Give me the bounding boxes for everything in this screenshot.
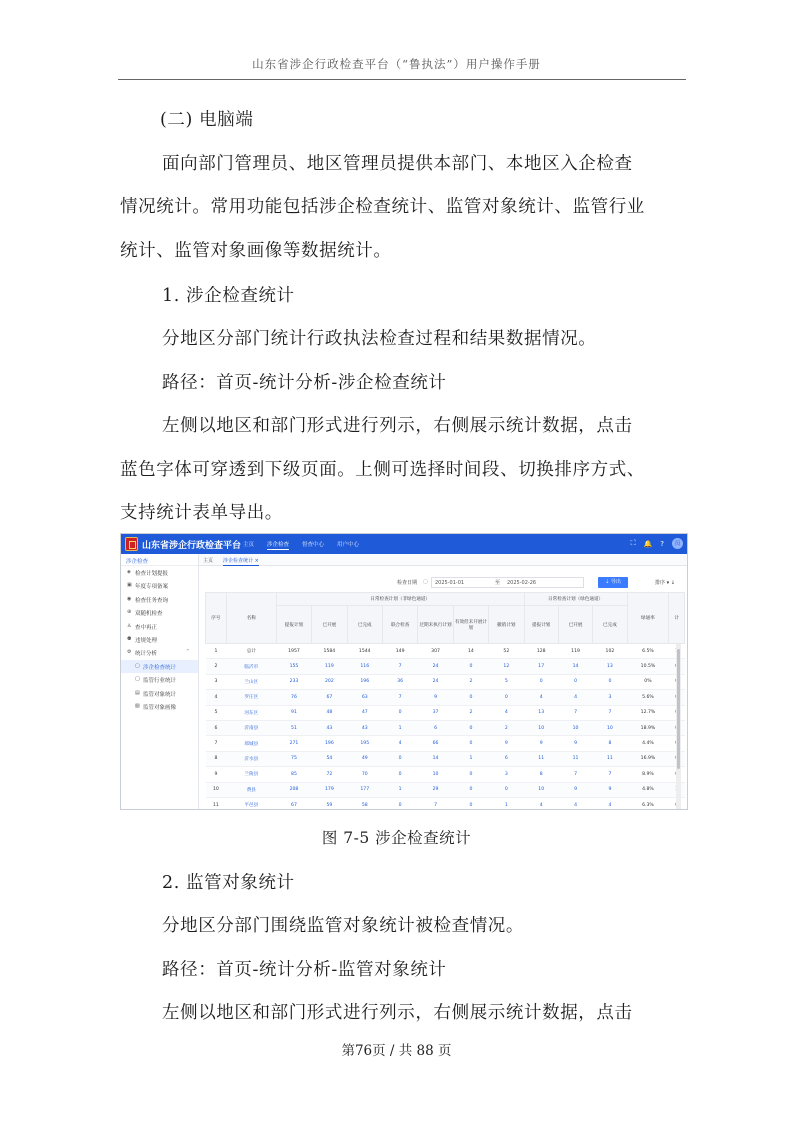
figure-screenshot [120, 533, 688, 810]
sidebar [121, 554, 199, 810]
table-cell[interactable]: 76 [276, 690, 311, 705]
table-cell: 11 [206, 797, 227, 810]
table-cell[interactable]: 0 [453, 767, 488, 782]
table-cell[interactable]: 0 [382, 797, 417, 810]
table-cell[interactable]: 196 [312, 736, 347, 751]
table-cell[interactable]: 75 [276, 751, 311, 766]
region-name-cell[interactable]: 兰陵县 [226, 767, 276, 782]
table-cell[interactable]: 5 [489, 674, 524, 689]
table-cell[interactable]: 7 [418, 797, 453, 810]
table-cell[interactable]: 67 [312, 690, 347, 705]
table-cell[interactable]: 4 [524, 690, 558, 705]
table-cell[interactable]: 70 [347, 767, 382, 782]
group-header-2: 日常检查计划（绿色通道） [524, 593, 627, 606]
table-cell[interactable]: 7 [382, 659, 417, 674]
chevron-up-icon: ⌃ [185, 649, 190, 656]
sidebar-item-label: 检查任务查询 [135, 597, 169, 604]
region-name-cell[interactable]: 郯城县 [226, 736, 276, 751]
table-cell[interactable]: 0 [382, 751, 417, 766]
sidebar-item-inspection-stats[interactable] [121, 660, 198, 673]
table-cell[interactable]: 72 [312, 767, 347, 782]
sub-col-header: 联合检查 [382, 606, 417, 644]
nav-inspection[interactable]: 涉企检查 [267, 542, 290, 548]
page-footer: 第76页 / 共 88 页 [341, 1043, 452, 1059]
table-cell: 2 [206, 659, 227, 674]
table-cell: 1 [206, 644, 227, 659]
calendar-icon: ▣ [127, 582, 132, 589]
table-cell: 16.9% [627, 751, 669, 766]
tab-inspection-stats[interactable]: 涉企检查统计 × [223, 558, 259, 564]
sidebar-item-label: 检查计划提报 [135, 571, 169, 577]
region-name-cell[interactable]: 沂南县 [226, 720, 276, 735]
table-cell: 8.9% [627, 767, 669, 782]
col-green-rate: 绿通率 [627, 593, 669, 644]
table-cell[interactable]: 233 [276, 674, 311, 689]
figure-caption: 图 7-5 涉企检查统计 [321, 829, 472, 847]
table-row [206, 705, 685, 720]
col-seq: 序号 [206, 593, 227, 644]
table-row [206, 751, 685, 766]
sidebar-item-label: 年度专项备案 [135, 584, 169, 591]
sidebar-item-label: 统计分析 [135, 651, 158, 658]
sub-col-header: 有效但未开展计划 [453, 606, 488, 644]
table-cell: 149 [382, 644, 417, 659]
table-row [206, 690, 685, 705]
table-cell[interactable]: 37 [418, 705, 453, 720]
table-cell: 6.3% [627, 797, 669, 810]
sub-col-header: 已开展 [558, 606, 592, 644]
doc-icon: ▢ [135, 662, 140, 669]
region-name-cell[interactable]: 平邑县 [226, 797, 276, 810]
table-cell[interactable]: 2 [453, 674, 488, 689]
intro-line-2: 情况统计。常用功能包括涉企检查统计、监管对象统计、监管行业 [120, 197, 645, 217]
table-cell[interactable]: 0 [593, 674, 627, 689]
app-title: 山东省涉企行政检查平台 [142, 541, 242, 551]
table-cell[interactable]: 0 [382, 705, 417, 720]
sidebar-head: 涉企检查 [121, 554, 198, 566]
region-name-cell: 总计 [226, 644, 276, 659]
table-cell[interactable]: 10 [418, 767, 453, 782]
table-cell[interactable]: 10 [524, 720, 558, 735]
table-cell[interactable]: 9 [489, 736, 524, 751]
export-button[interactable]: ⇣ 导出 [598, 577, 628, 588]
warning-icon: ⚉ [127, 635, 132, 642]
table-cell: 0% [627, 674, 669, 689]
table-cell[interactable]: 179 [312, 782, 347, 797]
group-header-1: 日常检查计划（非绿色通道） [276, 593, 524, 606]
region-name-cell[interactable]: 费县 [226, 782, 276, 797]
table-cell[interactable]: 2 [489, 720, 524, 735]
sort-toggle[interactable]: 排序 ▾ ↓ [655, 580, 675, 586]
nav-home[interactable]: 主页 [243, 542, 255, 548]
table-cell[interactable]: 0 [453, 659, 488, 674]
sidebar-item-task-query[interactable] [121, 593, 198, 606]
table-cell[interactable]: 12 [489, 659, 524, 674]
region-name-cell[interactable]: 临沂市 [226, 659, 276, 674]
table-cell[interactable]: 11 [593, 751, 627, 766]
table-cell: 6.5% [627, 644, 669, 659]
col-name: 名称 [226, 593, 276, 644]
top-nav [243, 540, 372, 550]
filter-bar [199, 574, 688, 590]
table-cell[interactable]: 11 [558, 751, 592, 766]
table-cell[interactable]: 10 [558, 720, 592, 735]
table-cell[interactable]: 119 [312, 659, 347, 674]
table-cell[interactable]: 14 [558, 659, 592, 674]
table-cell[interactable]: 59 [312, 797, 347, 810]
sub-col-header: 撤销计划 [489, 606, 524, 644]
table-cell[interactable]: 0 [453, 782, 488, 797]
table-cell[interactable]: 51 [276, 720, 311, 735]
section-2-title: 2. 监管对象统计 [162, 873, 295, 893]
table-cell[interactable]: 116 [347, 659, 382, 674]
table-cell[interactable]: 271 [276, 736, 311, 751]
sidebar-item-plan-report[interactable] [121, 566, 198, 579]
sidebar-item-recheck[interactable] [121, 620, 198, 633]
sidebar-item-statistics[interactable] [121, 646, 198, 659]
sidebar-item-object-stats[interactable] [121, 687, 198, 700]
random-icon: ⊕ [127, 609, 132, 616]
table-cell[interactable]: 196 [347, 674, 382, 689]
running-header: 山东省涉企行政检查平台（“鲁执法”）用户操作手册 [252, 57, 541, 71]
tab-strip [199, 554, 688, 566]
section-1-note-1: 左侧以地区和部门形式进行列示，右侧展示统计数据，点击 [162, 416, 633, 436]
sidebar-item-label: 监管行业统计 [143, 678, 177, 685]
section-2-path: 路径：首页-统计分析-监管对象统计 [162, 960, 447, 980]
date-to-input[interactable]: 2025-02-26 [504, 577, 584, 588]
table-cell[interactable]: 208 [276, 782, 311, 797]
profile-icon: ▧ [135, 702, 140, 709]
table-cell[interactable]: 47 [347, 705, 382, 720]
date-label: 检查日期 [397, 580, 418, 586]
doc-icon: ▢ [135, 676, 140, 683]
section-1-title: 1. 涉企检查统计 [162, 286, 295, 306]
table-cell: 7 [206, 736, 227, 751]
table-cell[interactable]: 24 [418, 674, 453, 689]
search-icon: ◉ [127, 595, 132, 602]
table-cell[interactable]: 9 [524, 736, 558, 751]
region-name-cell[interactable]: 河东区 [226, 705, 276, 720]
table-cell[interactable]: 17 [524, 659, 558, 674]
nav-supervision[interactable]: 督查中心 [302, 542, 325, 548]
bell-icon[interactable]: 🔔 [643, 539, 653, 548]
sidebar-item-violation[interactable] [121, 633, 198, 646]
sidebar-item-annual-filing[interactable] [121, 579, 198, 592]
table-cell[interactable]: 195 [347, 736, 382, 751]
table-cell[interactable]: 0 [558, 674, 592, 689]
table-cell: 307 [418, 644, 453, 659]
table-cell[interactable]: 2 [453, 705, 488, 720]
table-cell[interactable]: 48 [312, 705, 347, 720]
table-cell[interactable]: 202 [312, 674, 347, 689]
table-cell[interactable]: 67 [276, 797, 311, 810]
table-cell: 6 [206, 720, 227, 735]
table-cell: 5 [206, 705, 227, 720]
calendar-icon: ▢ [423, 579, 428, 585]
fullscreen-icon[interactable]: ⛶ [630, 539, 636, 547]
table-cell[interactable]: 4 [558, 797, 592, 810]
table-cell: 10 [206, 782, 227, 797]
section-2-note-1: 左侧以地区和部门形式进行列示，右侧展示统计数据，点击 [162, 1003, 633, 1023]
table-cell[interactable]: 24 [418, 659, 453, 674]
table-cell[interactable]: 0 [489, 782, 524, 797]
table-cell: 128 [524, 644, 558, 659]
region-name-cell[interactable]: 沂水县 [226, 751, 276, 766]
table-cell[interactable]: 0 [453, 736, 488, 751]
date-separator: 至 [495, 580, 501, 586]
table-cell[interactable]: 6 [418, 720, 453, 735]
table-cell[interactable]: 4 [382, 736, 417, 751]
table-cell: 18.9% [627, 720, 669, 735]
table-cell[interactable]: 1 [382, 720, 417, 735]
table-cell[interactable]: 36 [382, 674, 417, 689]
sub-col-header: 已完成 [593, 606, 627, 644]
table-row [206, 720, 685, 735]
list-icon: ▤ [135, 689, 140, 696]
table-cell[interactable]: 13 [593, 659, 627, 674]
gear-icon: ⚙ [127, 649, 132, 656]
table-cell[interactable]: 177 [347, 782, 382, 797]
table-cell[interactable]: 4 [558, 690, 592, 705]
section-1-desc: 分地区分部门统计行政执法检查过程和结果数据情况。 [162, 329, 597, 349]
table-cell[interactable]: 155 [276, 659, 311, 674]
sidebar-item-object-profile[interactable] [121, 700, 198, 713]
app-topbar [121, 534, 688, 554]
table-cell[interactable]: 10 [593, 720, 627, 735]
table-cell[interactable]: 49 [347, 751, 382, 766]
table-cell[interactable]: 7 [593, 767, 627, 782]
table-row [206, 782, 685, 797]
region-name-cell[interactable]: 兰山区 [226, 674, 276, 689]
section-1-note-3: 支持统计表单导出。 [120, 503, 283, 523]
app-logo-icon [125, 537, 138, 551]
table-cell[interactable]: 66 [418, 736, 453, 751]
table-row [206, 674, 685, 689]
table-cell: 102 [593, 644, 627, 659]
sidebar-item-label: 涉企检查统计 [143, 664, 177, 671]
table-cell: 52 [489, 644, 524, 659]
table-cell[interactable]: 7 [558, 767, 592, 782]
table-cell[interactable]: 4 [524, 797, 558, 810]
table-cell: 4.8% [627, 782, 669, 797]
table-cell[interactable]: 54 [312, 751, 347, 766]
table-cell[interactable]: 43 [312, 720, 347, 735]
table-row [206, 644, 685, 659]
table-cell: 1957 [276, 644, 311, 659]
table-cell[interactable]: 0 [489, 690, 524, 705]
help-icon[interactable]: ? [660, 539, 664, 548]
sub-col-header: 已开展 [312, 606, 347, 644]
table-cell[interactable]: 1 [382, 782, 417, 797]
sub-col-header: 已完成 [347, 606, 382, 644]
table-cell: 4 [206, 690, 227, 705]
region-name-cell[interactable]: 罗庄区 [226, 690, 276, 705]
table-cell[interactable]: 3 [593, 690, 627, 705]
nav-user-center[interactable]: 用户中心 [337, 542, 360, 548]
table-scrollbar[interactable] [676, 644, 681, 809]
intro-line-3: 统计、监管对象画像等数据统计。 [120, 241, 392, 261]
table-cell[interactable]: 7 [382, 690, 417, 705]
sidebar-item-label: 监管对象画像 [143, 704, 177, 711]
table-cell[interactable]: 4 [489, 705, 524, 720]
table-cell[interactable]: 14 [418, 751, 453, 766]
table-cell[interactable]: 6 [489, 751, 524, 766]
sub-col-header: 提报计划 [524, 606, 558, 644]
table-cell[interactable]: 1 [453, 751, 488, 766]
table-row [206, 659, 685, 674]
table-cell[interactable]: 8 [593, 736, 627, 751]
table-cell[interactable]: 91 [276, 705, 311, 720]
col-extra: 计 [669, 593, 685, 644]
table-cell[interactable]: 58 [347, 797, 382, 810]
table-cell: 10.5% [627, 659, 669, 674]
table-cell[interactable]: 63 [347, 690, 382, 705]
table-cell: 9 [206, 767, 227, 782]
sidebar-item-label: 双随机检查 [135, 611, 163, 618]
intro-line-1: 面向部门管理员、地区管理员提供本部门、本地区入企检查 [162, 154, 633, 174]
table-cell: 14 [453, 644, 488, 659]
date-from-input[interactable]: 2025-01-01 [431, 577, 511, 588]
table-row [206, 736, 685, 751]
table-cell[interactable]: 13 [524, 705, 558, 720]
table-cell: 3 [206, 674, 227, 689]
sidebar-item-random-check[interactable] [121, 606, 198, 619]
table-cell[interactable]: 0 [382, 767, 417, 782]
table-cell: 12.7% [627, 705, 669, 720]
table-cell[interactable]: 4 [593, 797, 627, 810]
table-cell[interactable]: 9 [593, 782, 627, 797]
table-cell: 5.6% [627, 690, 669, 705]
table-cell[interactable]: 0 [453, 720, 488, 735]
sidebar-item-label: 违规处理 [135, 637, 158, 644]
section-2-desc: 分地区分部门围绕监管对象统计被检查情况。 [162, 916, 524, 936]
table-cell[interactable]: 10 [524, 782, 558, 797]
avatar[interactable]: 员 [672, 538, 683, 549]
table-cell[interactable]: 1 [489, 797, 524, 810]
table-cell[interactable]: 29 [418, 782, 453, 797]
table-row [206, 767, 685, 782]
table-cell[interactable]: 0 [453, 797, 488, 810]
table-cell[interactable]: 43 [347, 720, 382, 735]
table-cell[interactable]: 11 [524, 751, 558, 766]
tab-home[interactable]: 主页 [203, 558, 214, 564]
table-cell[interactable]: 7 [558, 705, 592, 720]
stats-table [205, 592, 685, 810]
section-1-path: 路径：首页-统计分析-涉企检查统计 [162, 373, 447, 393]
top-icons [623, 538, 683, 549]
person-icon: ♙ [127, 622, 132, 629]
sidebar-item-industry-stats[interactable] [121, 673, 198, 686]
table-cell[interactable]: 9 [558, 736, 592, 751]
table-cell: 1544 [347, 644, 382, 659]
sub-col-header: 过期未执行计划 [418, 606, 453, 644]
table-cell[interactable]: 0 [524, 674, 558, 689]
table-cell[interactable]: 3 [489, 767, 524, 782]
sidebar-item-label: 监管对象统计 [143, 691, 177, 698]
sub-col-header: 提报计划 [276, 606, 311, 644]
table-cell[interactable]: 7 [593, 705, 627, 720]
table-cell: 8 [206, 751, 227, 766]
table-row [206, 797, 685, 810]
table-cell[interactable]: 9 [558, 782, 592, 797]
table-cell: 4.4% [627, 736, 669, 751]
section-1-note-2: 蓝色字体可穿透到下级页面。上侧可选择时间段、切换排序方式、 [120, 460, 645, 480]
table-cell[interactable]: 0 [453, 690, 488, 705]
table-cell[interactable]: 85 [276, 767, 311, 782]
table-cell[interactable]: 8 [524, 767, 558, 782]
section-heading: (二) 电脑端 [160, 110, 254, 130]
sidebar-item-label: 查中再正 [135, 624, 158, 631]
header-rule [118, 79, 686, 80]
table-cell[interactable]: 9 [418, 690, 453, 705]
plan-icon: ◈ [127, 569, 131, 575]
table-cell: 1584 [312, 644, 347, 659]
table-cell: 119 [558, 644, 592, 659]
